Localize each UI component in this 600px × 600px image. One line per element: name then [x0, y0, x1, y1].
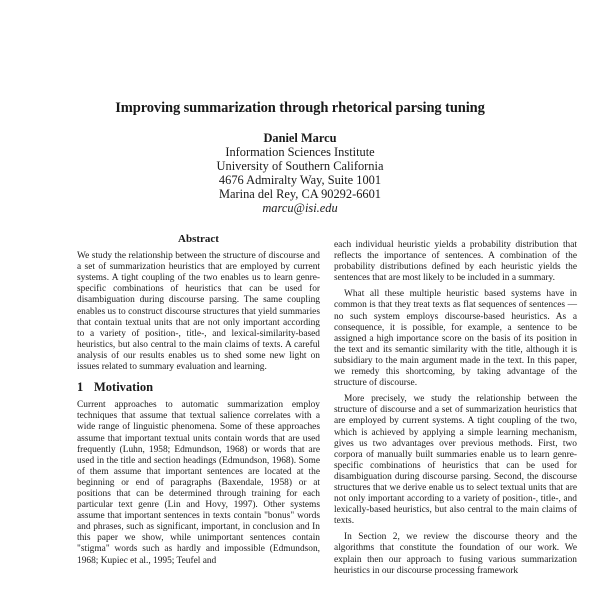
right-paragraph-2: What all these multiple heuristic based systems have in common is that they treat texts as flat sequences of sentences — no such system employs discourse-based heuristics. As a consequence, it is possible, for example, a sentence to be assigned a high importance score on the basis of its position in the text and its semantic similarity with the title, although it is subsidiary to the main argument made in the text. In this paper, we remedy this shortcoming, by taking advantage of the structure of discourse.	[334, 289, 577, 389]
author-address-2: Marina del Rey, CA 90292-6601	[219, 187, 381, 201]
section-number: 1	[77, 380, 84, 395]
author-affiliation-1: Information Sciences Institute	[225, 145, 375, 159]
right-column	[334, 240, 577, 600]
author-name: Daniel Marcu	[263, 131, 337, 145]
author-affiliation-2: University of Southern California	[216, 159, 384, 173]
paper-title: Improving summarization through rhetorical parsing tuning	[115, 100, 485, 116]
author-address-1: 4676 Admiralty Way, Suite 1001	[218, 173, 382, 187]
motivation-paragraph: Current approaches to automatic summarization employ techniques that assume that textual salience correlates with a wide range of linguistic phenomena. Some of these approaches assume that important textual units contain words that are used frequently (Luhn, 1958; Edmundson, 1968) or words that are used in the title and section headings (Edmundson, 1968). Some of them assume that important sentences are located at the beginning or end of paragraphs (Baxendale, 1958) or at positions that can be determined through training for each particular text genre (Lin and Hovy, 1997). Other systems assume that important sentences in texts contain "bonus" words and phrases, such as significant, important, in conclusion and In this paper we show, while unimportant sentences contain "stigma" words such as hardly and impossible (Edmundson, 1968; Kupiec et al., 1995; Teufel and	[77, 400, 320, 566]
right-paragraph-1: each individual heuristic yields a probability distribution that reflects the importance of sentences. A combination of the probability distributions defined by each heuristic yields the sentences that are most likely to be included in a summary.	[334, 240, 577, 284]
section-title: Motivation	[94, 380, 154, 395]
left-column	[77, 233, 320, 600]
author-email: marcu@isi.edu	[262, 201, 338, 215]
author-block	[0, 131, 600, 215]
abstract-text: We study the relationship between the structure of discourse and a set of summarization heuristics that are employed by current systems. A tight coupling of the two enables us to learn genre-specific combinations of heuristics that can be used for disambiguation during discourse parsing. The same coupling enables us to construct discourse structures that yield summaries that contain textual units that are not only important according to a variety of position-, title-, and lexical-similarity-based heuristics, but also central to the main claims of texts. A careful analysis of our results enables us to shed some new light on issues related to summary evaluation and learning.	[77, 251, 320, 373]
section-heading	[77, 382, 320, 393]
abstract-heading: Abstract	[178, 233, 219, 245]
right-paragraph-3: More precisely, we study the relationship between the structure of discourse and a set of summarization heuristics that are employed by current systems. A tight coupling of the two, which is achieved by applying a simple learning mechanism, gives us two advantages over previous methods. First, two corpora of manually built summaries enable us to learn genre-specific combinations of heuristics that can be used for disambiguation during discourse parsing. Second, the discourse structures that we derive enable us to select textual units that are not only important according to a variety of position-, title-, and lexically-based heuristics, but also central to the main claims of texts.	[334, 394, 577, 527]
right-paragraph-4: In Section 2, we review the discourse theory and the algorithms that constitute the foundation of our work. We explain then our approach to fusing various summarization heuristics in our discourse processing framework	[334, 532, 577, 576]
